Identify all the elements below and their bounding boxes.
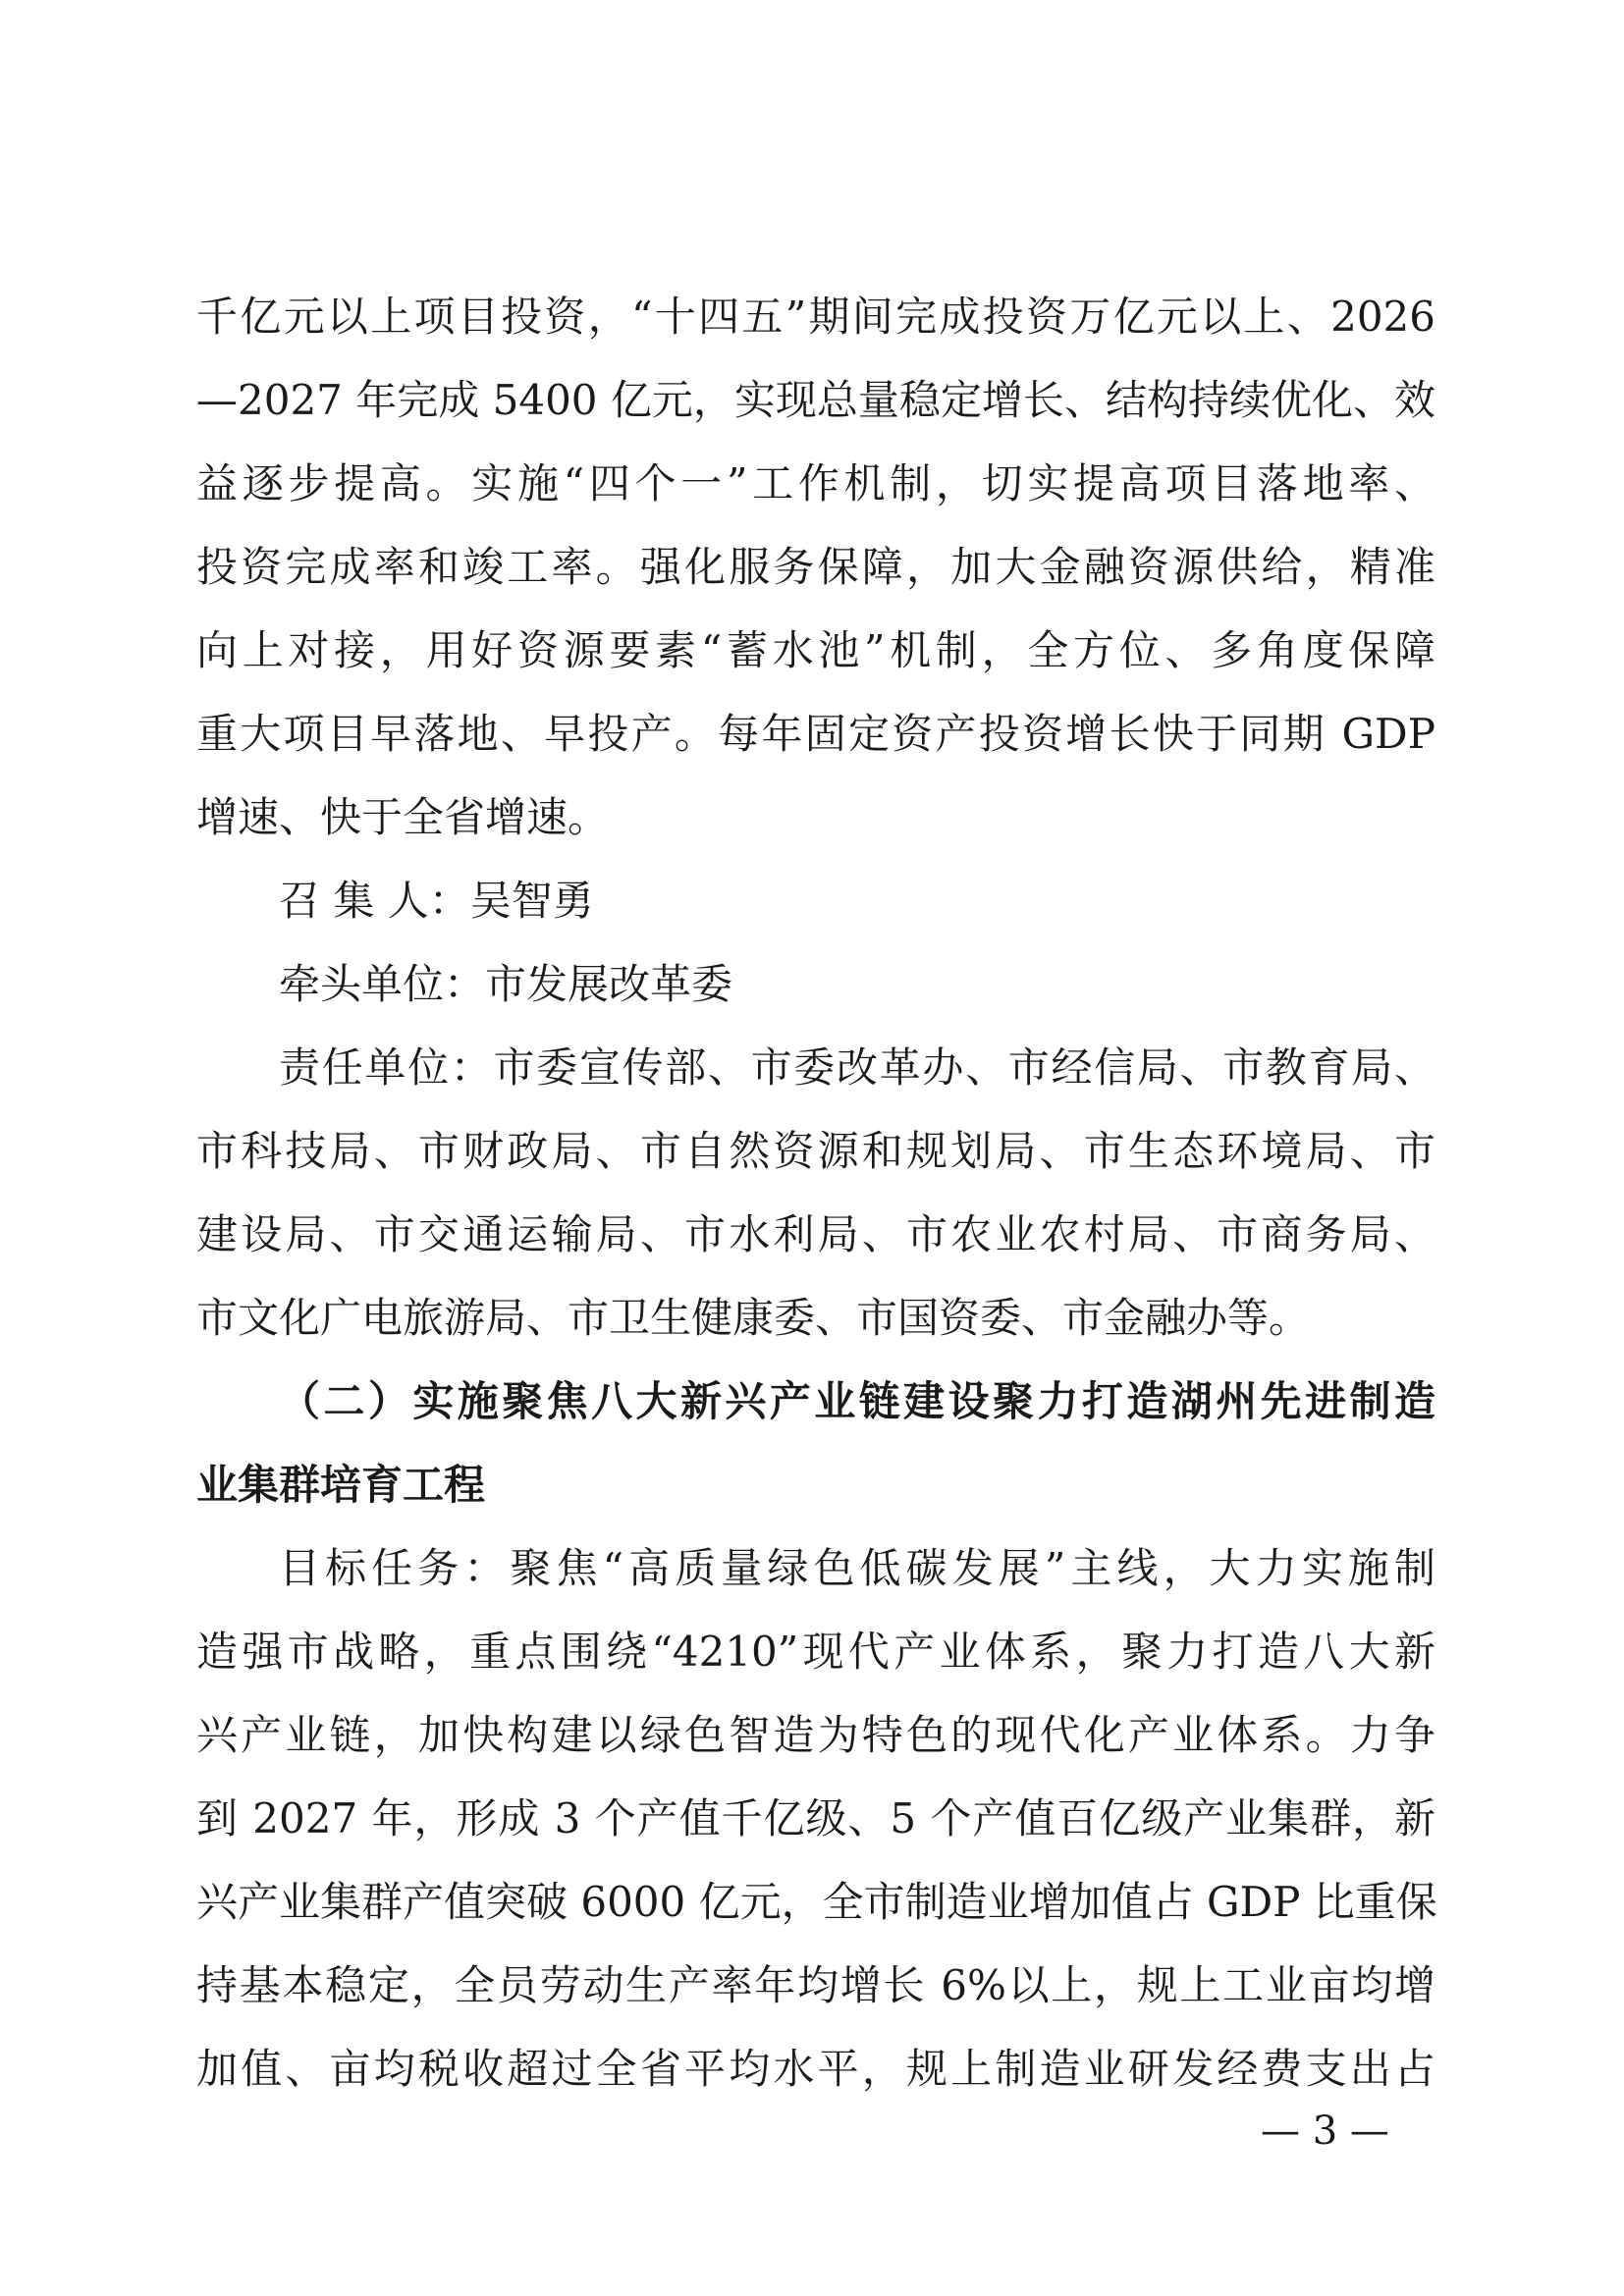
responsible-units-line-1: 责任单位：市委宣传部、市委改革办、市经信局、市教育局、 — [279, 1043, 1435, 1092]
target-task-line-6: 持基本稳定，全员劳动生产率年均增长 6%以上，规上工业亩均增 — [196, 1961, 1435, 2009]
convener-line: 召 集 人：吴智勇 — [279, 877, 594, 925]
target-task-line-7: 加值、亩均税收超过全省平均水平，规上制造业研发经费支出占 — [196, 2045, 1435, 2093]
target-task-line-2: 造强市战略，重点围绕“4210”现代产业体系，聚力打造八大新 — [196, 1628, 1435, 1676]
text-line-7: 增速、快于全省增速。 — [196, 793, 610, 841]
section-heading-line-2: 业集群培育工程 — [196, 1461, 486, 1509]
target-task-line-5: 兴产业集群产值突破 6000 亿元，全市制造业增加值占 GDP 比重保 — [196, 1878, 1437, 1926]
text-line-5: 向上对接，用好资源要素“蓄水池”机制，全方位、多角度保障 — [196, 626, 1435, 674]
text-line-2: —2027 年完成 5400 亿元，实现总量稳定增长、结构持续优化、效 — [196, 376, 1435, 424]
section-heading-line-1: （二）实施聚焦八大新兴产业链建设聚力打造湖州先进制造 — [279, 1377, 1435, 1425]
responsible-units-line-2: 市科技局、市财政局、市自然资源和规划局、市生态环境局、市 — [196, 1127, 1435, 1175]
lead-unit-line: 牵头单位：市发展改革委 — [279, 960, 733, 1008]
text-line-3: 益逐步提高。实施“四个一”工作机制，切实提高项目落地率、 — [196, 459, 1435, 507]
target-task-line-1: 目标任务：聚焦“高质量绿色低碳发展”主线，大力实施制 — [279, 1544, 1435, 1592]
target-task-line-4: 到 2027 年，形成 3 个产值千亿级、5 个产值百亿级产业集群，新 — [196, 1794, 1435, 1842]
responsible-units-line-3: 建设局、市交通运输局、市水利局、市农业农村局、市商务局、 — [196, 1210, 1435, 1258]
page-number: — 3 — — [1261, 2109, 1389, 2154]
text-line-1: 千亿元以上项目投资，“十四五”期间完成投资万亿元以上、2026 — [196, 293, 1435, 341]
target-task-line-3: 兴产业链，加快构建以绿色智造为特色的现代化产业体系。力争 — [196, 1711, 1435, 1759]
text-line-4: 投资完成率和竣工率。强化服务保障，加大金融资源供给，精准 — [196, 543, 1435, 591]
responsible-units-line-4: 市文化广电旅游局、市卫生健康委、市国资委、市金融办等。 — [196, 1294, 1311, 1342]
text-line-6: 重大项目早落地、早投产。每年固定资产投资增长快于同期 GDP — [196, 710, 1435, 758]
